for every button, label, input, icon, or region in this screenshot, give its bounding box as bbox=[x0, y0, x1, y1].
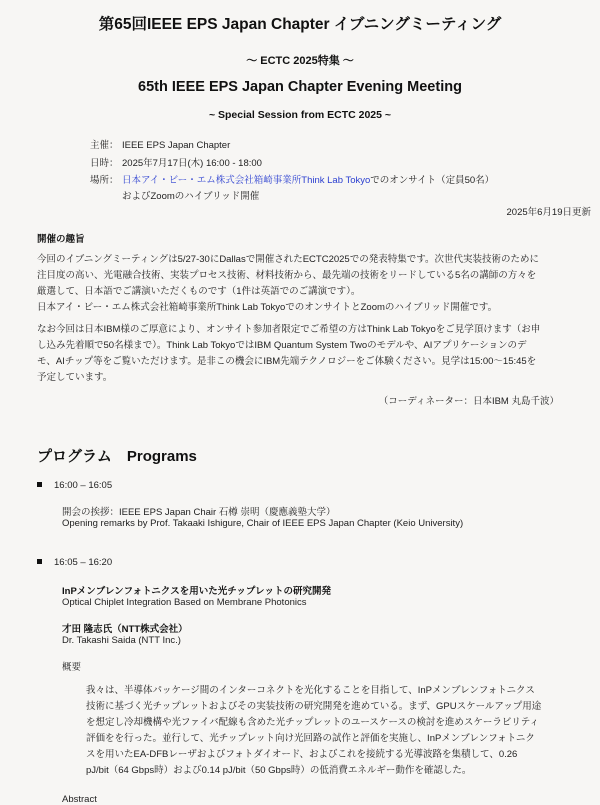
talk-title-jp: InPメンブレンフォトニクスを用いた光チップレットの研究開発 bbox=[62, 586, 331, 597]
purpose-p2-line: 予定しています。 bbox=[37, 372, 113, 383]
abstract-label-en: Abstract bbox=[62, 794, 97, 805]
abstract-line: 評価をを行った。並行して、光チップレット向け光回路の試作と評価を実施し、InPメンブレンフォトニク bbox=[86, 733, 535, 744]
abstract-line: pJ/bit（64 Gbps時）および0.14 pJ/bit（50 Gbps時）の低消費エネルギー動作を確認した。 bbox=[86, 765, 472, 776]
program-item-time bbox=[37, 557, 112, 568]
purpose-p1-line: 厳選して、日本語でご講演いただくものです（1件は英語でのご講演です）。 bbox=[37, 286, 361, 297]
program-time-1: 16:00 – 16:05 bbox=[54, 480, 113, 491]
organizer-value: IEEE EPS Japan Chapter bbox=[122, 140, 231, 151]
datetime-label: 日時： bbox=[90, 158, 119, 169]
venue-suffix: でのオンサイト（定員50名） bbox=[370, 175, 495, 186]
opening-remarks-en: Opening remarks by Prof. Takaaki Ishigure, Chair of IEEE EPS Japan Chapter (Keio University) bbox=[62, 518, 464, 529]
program-item-time bbox=[37, 480, 112, 491]
abstract-label-jp: 概要 bbox=[62, 662, 82, 673]
bullet-icon bbox=[37, 559, 42, 564]
page-title-en: 65th IEEE EPS Japan Chapter Evening Meeting bbox=[138, 79, 462, 95]
abstract-line: を想定し冷却機構や光ファイバ配線も含めた光チップレットのユースケースの検討を進めスケーラビリティ bbox=[86, 717, 539, 728]
bullet-icon bbox=[37, 482, 42, 487]
venue-row bbox=[90, 172, 494, 186]
abstract-jp bbox=[86, 683, 541, 779]
abstract-line: スを用いたEA-DFBレーザおよびフォトダイオード、およびこれを接続する光導波路を集積して、0.26 bbox=[86, 749, 518, 760]
venue-line2: およびZoomのハイブリッド開催 bbox=[122, 191, 260, 202]
purpose-paragraph-1 bbox=[37, 252, 539, 316]
datetime-value: 2025年7月17日(木) 16:00 - 18:00 bbox=[122, 158, 262, 169]
purpose-p1-line: 日本アイ・ビー・エム株式会社箱崎事業所Think Lab TokyoでのオンサイトとZoomのハイブリッド開催です。 bbox=[37, 302, 498, 313]
talk-title-en: Optical Chiplet Integration Based on Membrane Photonics bbox=[62, 597, 307, 608]
organizer-label: 主催： bbox=[90, 140, 119, 151]
programs-title: プログラム Programs bbox=[37, 448, 197, 465]
organizer-row bbox=[90, 137, 230, 151]
program-time-2: 16:05 – 16:20 bbox=[54, 557, 113, 568]
speaker-en: Dr. Takashi Saida (NTT Inc.) bbox=[62, 635, 181, 646]
purpose-p2-line: モ、AIチップ等をご覧いただけます。是非この機会にIBM先端テクノロジーをご体験ください。見学は15:00〜15:45を bbox=[37, 356, 537, 367]
datetime-row bbox=[90, 155, 262, 169]
venue-link[interactable]: 日本アイ・ビー・エム株式会社箱崎事業所Think Lab Tokyo bbox=[122, 175, 371, 186]
purpose-p1-line: 注目度の高い、光電融合技術、実装プロセス技術、材料技術から、最先端の技術をリードしている5名の講師の方々を bbox=[37, 270, 537, 281]
purpose-p2-line: し込み先着順で50名様まで）。Think Lab TokyoではIBM Quantum System Twoのモデルや、AIアプリケーションのデ bbox=[37, 340, 527, 351]
opening-remarks-jp: 開会の挨拶：IEEE EPS Japan Chair 石樽 崇明（慶應義塾大学） bbox=[62, 507, 336, 518]
abstract-line: 我々は、半導体パッケージ間のインターコネクトを光化することを目指して、InPメンブレンフォトニクス bbox=[86, 685, 535, 696]
updated-date: 2025年6月19日更新 bbox=[506, 207, 591, 218]
purpose-paragraph-2 bbox=[37, 322, 540, 386]
purpose-title: 開催の趣旨 bbox=[37, 234, 85, 245]
speaker-jp: 才田 隆志氏（NTT株式会社） bbox=[62, 624, 188, 635]
page-subtitle-jp: 〜 ECTC 2025特集 〜 bbox=[246, 55, 354, 67]
abstract-line: 技術に基づく光チップレットおよびその実装技術の研究開発を進めている。まず、GPUスケールアップ用途 bbox=[86, 701, 542, 712]
coordinator: （コーディネーター：日本IBM 丸島千波） bbox=[378, 396, 559, 407]
purpose-p1-line: 今回のイブニングミーティングは5/27-30にDallasで開催されたECTC2025での発表特集です。次世代実装技術のために bbox=[37, 254, 539, 265]
venue-label: 場所： bbox=[90, 175, 119, 186]
purpose-p2-line: なお今回は日本IBM様のご厚意により、オンサイト参加者限定でご希望の方はThink Lab Tokyoをご見学頂けます（お申 bbox=[37, 324, 541, 335]
page-title-jp: 第65回IEEE EPS Japan Chapter イブニングミーティング bbox=[98, 16, 502, 33]
page-subtitle-en: ~ Special Session from ECTC 2025 ~ bbox=[208, 109, 392, 121]
